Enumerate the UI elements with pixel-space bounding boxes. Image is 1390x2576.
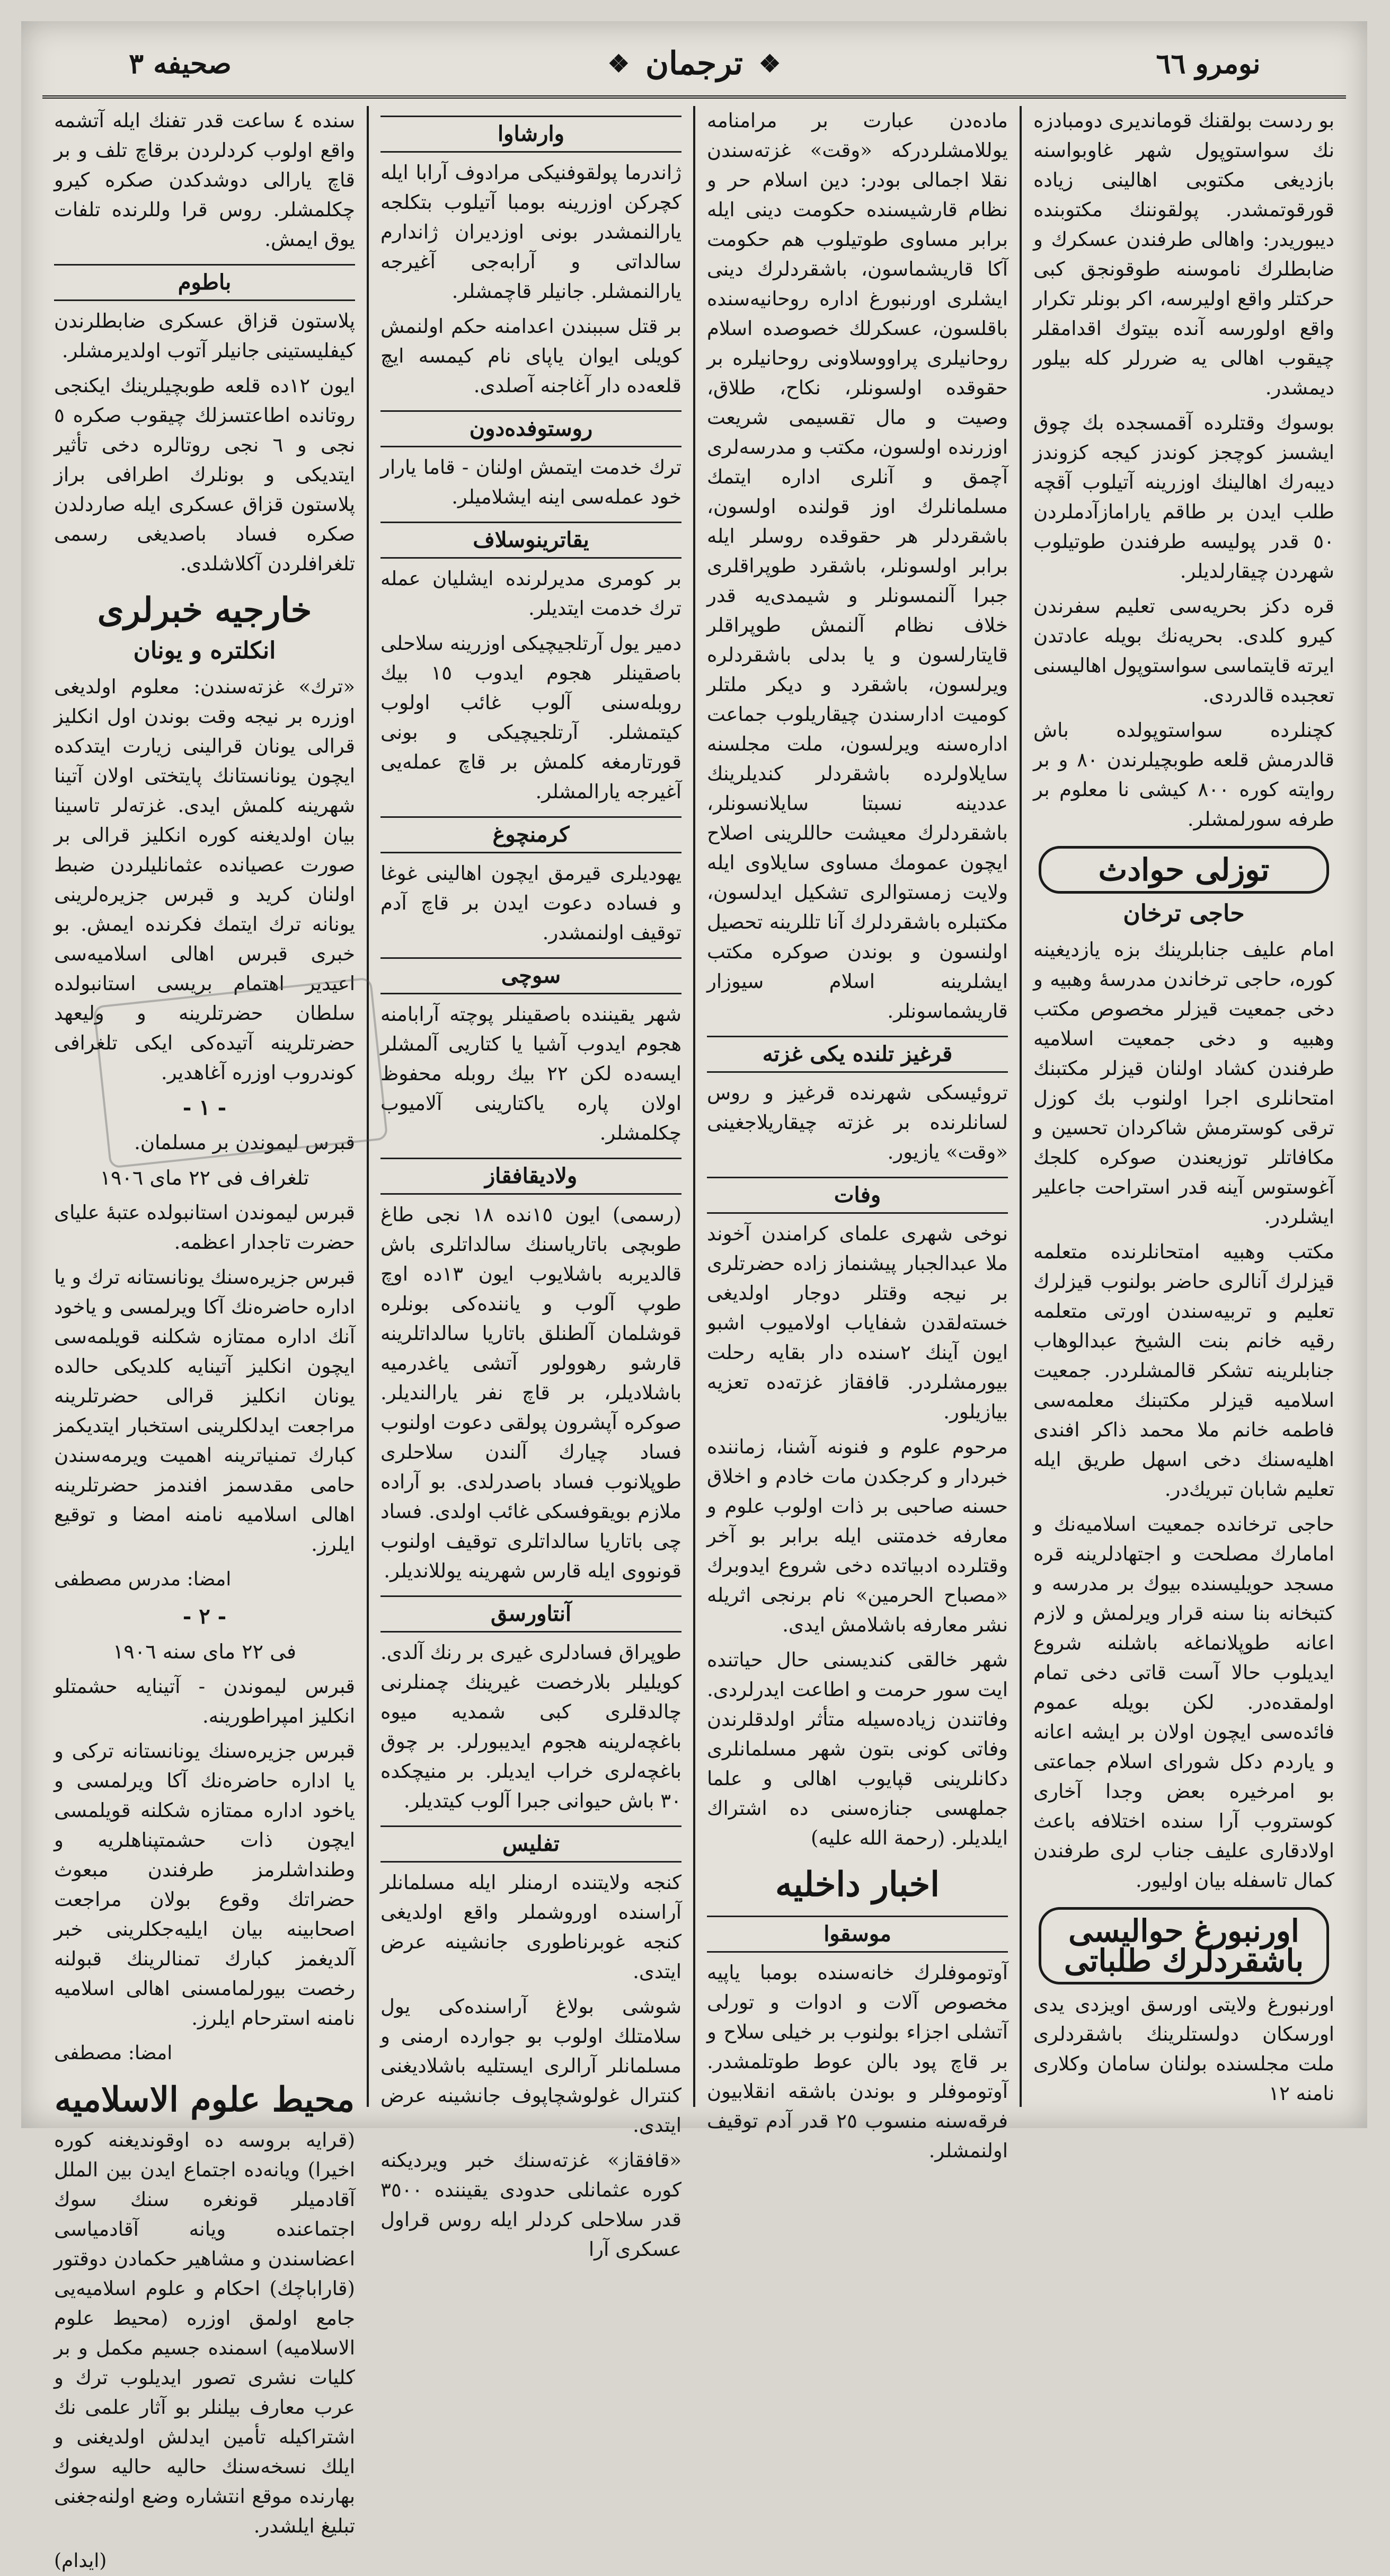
- article-paragraph: بر قتل سببندن اعدامنه حكم اولنمش كویلی ایوان یاپای نام كیمسه ایچ قلعه‌ده دار آغاجنه آصلدی.: [380, 315, 681, 397]
- section-heading: كرمنچوغ: [380, 816, 681, 853]
- section-heading: باطوم: [54, 264, 355, 301]
- newspaper-title: ترجمان: [645, 45, 743, 82]
- section-heading: تفلیس: [380, 1825, 681, 1863]
- article-paragraph: شهر خالقی كندیسنی حال حیاتنده ایت سور حرمت و اطاعت ایدرلردی. وفاتندن زیاده‌سیله متأثر اولدقلرندن وفاتی كونی بتون شهر مسلمانلری دكانلرینی قپایوب اهالی و علما جملهسی جنازه‌سنی ده اشتراك ایلدیلر. (رحمة الله علیه): [707, 1648, 1008, 1849]
- article-paragraph: قبرس لیموندن استانبولده عتبهٔ علیای حضرت تاجدار اعظمه.: [54, 1201, 355, 1254]
- boxed-heading: اورنبورغ حوالیسی باشقردلرك طلباتی: [1039, 1907, 1329, 1984]
- column-1: [1020, 106, 1346, 2107]
- column-3: [367, 106, 693, 2261]
- article-paragraph: بوسوك وقتلرده آقمسجده بك چوق ایشسز كوچجز كوندز كیجه كزوندز دیبه‌رك اهالینك اوزرینه آتیلوب آقچه طلب ایدن بر طاقم یارامازآدملردن ٥٠ قدر پولیسه طرفندن طوتیلوب شهردن چیقارلدیلر.: [1033, 411, 1334, 583]
- article-paragraph: پلاستون قزاق عسكری ضابطلرندن كیفلیستینی جانیلر آتوب اولدیرمشلر.: [54, 310, 355, 362]
- article-paragraph: كنجه ولایتنده ارمنلر ایله مسلمانلر آراسنده اوروشملر واقع اولدیغی كنجه غوبرناطوری جانشینه عرض ایتدی.: [380, 1871, 681, 1983]
- article-paragraph: كچنلرده سواستوپولده باش قالدرمش قلعه طوبچیلرندن ٨٠ و بر روایته كوره ٨٠٠ كیشی نا معلوم بر طرفه سورلمشلر.: [1033, 719, 1334, 831]
- sub-heading: انكلتره و یونان: [133, 637, 276, 664]
- article-paragraph: قبرس لیموندن بر مسلمان.: [134, 1131, 355, 1154]
- article-paragraph: طوپراق فسادلری غیری بر رنك آلدی. كویلیلر بلارخصت غیرینك چمنلرنی چالدقلری كبی شمدیه میوه باغچه‌لرینه هجوم ایدیبورلر. بر چوق باغچه‌لری خراب ایدیلر. بر منیچكده ٣٠ باش حیوانی جبرا آلوب كیتدیلر.: [380, 1641, 681, 1812]
- article-paragraph: «قافقاز» غزته‌سنك خبر ویردیكنه كوره عثمانلی حدودی یقیننده ٣٥٠٠ قدر سلاحلی كردلر ایله روس قراول عسكری آرا: [380, 2149, 681, 2261]
- article-paragraph: بو ردست بولقنك قوماندیری دومبادزه نك سواستوپول شهر غاوبواسنه بازدیغی مکتوبی اهالینی زیاده قورقوتمشدر. پولقوننك مكتوبنده دیبوریدر: واهالی طرفندن عسكرك و ضابطلرك ناموسنه طوقونجق كبی حركتلر واقع اولیرسه، اكر بونلر تكرار واقع اولورسه آنده بیتوك اقدامقلر چیقوب اهالی یه ضررلر كله بیلور دیمشدر.: [1033, 109, 1334, 399]
- article-paragraph: ماده‌دن عبارت بر مرامنامه یوللامشلردركه «وقت» غزته‌سندن نقلا اجمالی بودر: دین اسلام حر و نظام قارشیسنده حكومت دینی ایله برابر مساوی طوتیلوب هم حكومت آكا قاریشماسون، باشقردلرك دینی ایشلری اورنبورغ اداره روحانیه‌سنده باقلسون، عسكرلك خصوصده اسلام روحانیلری پراووسلاونی روحانیلره بر حقوقده اولسونلر، نكاح، طلاق، وصیت و مال تقسیمی شریعت اوزرنده اولسون، مكتب و مدرسه‌لری آچمق و آنلری اداره ایتمك مسلمانلرك اوز قولنده اولسون، باشقردلر هر حقوقده روسلر ایله برابر اولسونلر، باشقرد طوپراقلری جبرا آلنمسونلر و شیمدی‌یه قدر خلاف نظام آلنمش طوپراقلر قایتارلسون و یا بدلی باشقردلره ویرلسون، باشقرد و دیكر ملتلر كومیت ادارسندن چیقاریلوب جماعت اداره‌سنه ویرلسون، ملت مجلسنه سایلاولرده باشقردلر كندیلرینك عددینه نسبتا سایلانسونلر، باشقردلرك معیشت حاللرینی اصلاح ایچون عمومك مساوی سایلاوی ایله ولایت زمستوالری تشكیل ایدلسون، مكتبلره باشقردلرك آنا تللرینه تحصیل اولنسون و بوندن صوكره مكتب ایشلرینه اسلام سیوزار قاریشماسونلر.: [707, 109, 1008, 1022]
- article-paragraph: بر كومری مدیرلرنده ایشلیان عمله ترك خدمت ایتدیلر.: [380, 567, 681, 620]
- section-heading: ولادیقافقاز: [380, 1158, 681, 1195]
- masthead: [42, 32, 1346, 99]
- article-paragraph: ترك خدمت ایتمش اولنان - قاما یارار خود عمله‌سی اینه ایشلامیلر.: [380, 456, 681, 508]
- section-heading: روستوفده‌دون: [380, 410, 681, 447]
- section-heading: سوچی: [380, 957, 681, 994]
- dateline: فی ٢٢ مای سنه ١٩٠٦: [113, 1640, 296, 1663]
- numbered-marker: - ٢ -: [182, 1604, 227, 1629]
- article-paragraph: تروئیسكی شهرنده قرغیز و روس لسانلرنده بر غزته چیقاریلاجغینی «وقت» یازیور.: [707, 1081, 1008, 1163]
- masthead-title-group: [608, 45, 781, 82]
- article-paragraph: شوشی بولاغ آراسنده‌كی یول سلامتلك اولوب بو جوارده ارمنی و مسلمانلر آرالری ایستلیه باشلادیغنی كنترال غولوشچاپوف جانشینه عرض ایتدی.: [380, 1995, 681, 2137]
- sub-heading: حاجی ترخان: [1123, 900, 1245, 927]
- section-heading: قرغیز تلنده یكی غزته: [707, 1036, 1008, 1073]
- column-2: [693, 106, 1020, 2162]
- article-paragraph: آوتوموفلرك خانه‌سنده بومبا یاپیه مخصوص آلات و ادوات و تورلی آتشلی اجزاء بولنوب بر خیلی سلاح و بر قاچ پود بالن عوط طوتلمشدر. آوتوموفلر و بوندن باشقه انقلابیون فرقه‌سنه منسوب ٢٥ قدر آدم توقیف اولنمشلر.: [707, 1961, 1008, 2162]
- section-heading: وفات: [707, 1177, 1008, 1214]
- article-paragraph: حاجی ترخانده جمعیت اسلامیه‌نك و امامارك مصلحت و اجتهادلرینه قره مسجد حویلیسنده بیوك بر مدرسه و كتبخانه بنا سنه قرار ویرلمش و لازم اعانه طوپلانماغه باشلنه شروع ایدیلوب حالا آست قاتی دخی تمام اولمقده‌در. لكن بویله عموم فائده‌سی ایچون اولان بر ایشه اعانه و یاردم دكل شورای اسلام جماعتی بو امرخیره بعض وجدا آخاری كوستروب آرا سنده اختلافه باعث اولادقاری علیف جناب لری طرفندن كمال تاسفله بیان اولیور.: [1033, 1513, 1334, 1892]
- article-paragraph: قبرس جزیره‌سنك یونانستانه ترك و یا اداره حاضره‌نك آكا ویرلمسی و یاخود آنك اداره ممتازه شكلنه قویلمه‌سی ایچون انكلیز آتینایه كلدیكی حالده یونان انكلیز قرالی حضرتلرینه مراجعت ایدلكلرینی استخبار ایتدیكمز كبارك تمنیاترینه اهمیت ویرمه‌سندن حامی مقدسمز افندمز حضرتلرینه اهالی اسلامیه نامنه امضا و توقیع ایلرز.: [54, 1266, 355, 1556]
- section-heading: موسقوا: [707, 1916, 1008, 1953]
- article-paragraph: ایون ١٢ده قلعه طوبچیلرینك ایكنجی روتانده اطاعتسزلك چیقوب صكره ٥ نجی و ٦ نجی روتالره دخی تأثیر ایتدیكی و بونلرك اطرافی براز پلاستون قزاق عسكری ایله صاردلدن صكره فساد باصدیغی رسمی تلغرافلردن آكلاشلدی.: [54, 374, 355, 575]
- main-heading: خارجیه خبرلری: [97, 590, 312, 630]
- article-paragraph: (رسمی) ایون ١٥نده ١٨ نجی طاغ طوبچی باتاریاسنك سالداتلری باش قالدیربه باشلایوب ایون ١٣ده اوچ طوپ آلوب و یاننده‌كی بونلره قوشلمان آلطنلق باتاریا سالداتلرینه قارشو رهوولور آتشی یاغدرمیه باشلادیلر، بر قاچ نفر یارالندیلر. صوكره آپشرون پولقی دعوت اولنوب فساد چیارك آلندن سلاحلری طوپلانوب فساد باصدرلدی. بو آراده ملازم بویقوفسكی غائب اولدی. فساد چی باتاریا سالداتلری توقیف اولنوب قونووی ایله قارس شهرینه یوللاندیلر.: [380, 1203, 682, 1582]
- article-paragraph: یهودیلری قیرمق ایچون اهالینی غوغا و فساده دعوت ایدن بر قاچ آدم توقیف اولنمشدر.: [380, 862, 681, 944]
- dateline: تلغراف فی ٢٢ مای ١٩٠٦: [100, 1166, 309, 1189]
- ornament-icon: ❖: [758, 49, 781, 78]
- article-paragraph: نوخی شهری علمای كرامندن آخوند ملا عبدالجبار پیشنماز زاده حضرتلری بر نیجه وقتلر دوجار اولدیغی خسته‌لقدن شفایاب اولامیوب اشبو ایون آینك ٢سنده دار بقایه رحلت بیورمشلردر. قافقاز غزته‌ده تعزیه بیازیلور.: [707, 1222, 1008, 1423]
- signature-line: (ایدام): [54, 2550, 107, 2572]
- article-paragraph: دمیر یول آرتلجیچیكی اوزرینه سلاحلی باصقینلر هجوم ایدوب ١٥ بیك روبله‌سنی آلوب غائب اولوب كیتمشلر. آرتلجیچیكی و بونی قورتارمغه كلمش بر قاچ عمله‌یی آغیرجه یارالمشلر.: [380, 632, 681, 803]
- newspaper-page: [21, 21, 1367, 2572]
- ornament-icon: ❖: [607, 49, 630, 78]
- article-paragraph: اورنبورغ ولایتی اورسق اویزدی یدی اورسكان دولستلرینك باشقردلری ملت مجلسنده بولنان سامان وكلاری نامنه ١٢: [1033, 1993, 1334, 2105]
- article-paragraph: (قرایه بروسه ده اوقوندیغنه كوره اخیرا) ویانه‌ده اجتماع ایدن بین الملل آقادمیلر قونغره سنك سوك اجتماعنده ویانه آقادمیاسی اعضاسندن و مشاهیر حكمادن دوقتور (قاراباچك) احكام و علوم اسلامیه‌یی جامع اولمق اوزره (محیط علوم الاسلامیه) اسمنده جسیم مكمل و بر كلیات نشری تصور ایدیلوب ترك و عرب معارف بیلنلر بو آثار علمی نك اشتراكیله تأمین ایدلش اولدیغنی و ایلك نسخه‌سنك حالیه حالیه سوك بهارنده موقع انتشاره وضع اولنه‌جغنی تبلیغ ایلشدر.: [54, 2129, 355, 2537]
- issue-number: نومرو ٦٦: [1156, 47, 1261, 80]
- article-paragraph: مرحوم علوم و فنونه آشنا، زماننده خبردار و كرجكدن مات خادم و اخلاق حسنه صاحبی بر ذات اولوب علوم و معارفه خدمتنی ایله برابر بو آخر وقتلرده ادبیاتده دخی شروع ایدوبرك «مصباح الحرمین» نام برنجی اثریله نشر معارفه باشلامش ایدی.: [707, 1435, 1008, 1636]
- article-paragraph: قبرس جزیره‌سنك یونانستانه تركی و یا اداره حاضره‌نك آكا ویرلمسی و یاخود اداره ممتازه شكلنه قویلمسی ایچون ذات حشمتپناهلریه و وطنداشلرمز طرفندن مبعوث حضراتك وقوع بولان مراجعت اصحابینه بیان ایلیه‌جكلرینی خبر آلدیغمز كبارك تمنالرینك قبولنه رخصت بیورلمامسنی اهالی اسلامیه نامنه استرحام ایلرز.: [54, 1740, 355, 2030]
- article-paragraph: سنده ٤ ساعت قدر تفنك ایله آتشمه واقع اولوب كردلردن برقاچ تلف و بر قاچ یارالی دوشدكدن صكره كیرو چكلمشلر. روس قرا وللرنده تلفات یوق ایمش.: [54, 109, 355, 251]
- main-heading: محیط علوم الاسلامیه: [54, 2080, 355, 2120]
- article-paragraph: شهر یقیننده باصقینلر پوچته آرابامنه هجوم ایدوب آشیا یا كتاریی آلمشلر ایسه‌ده لكن ٢٢ بیك روبله محفوظ اولان پاره یاكتارینی آلامیوب چكلمشلر.: [380, 1003, 681, 1144]
- article-paragraph: قره دكز بحریه‌سی تعلیم سفرندن كیرو كلدی. بحریه‌نك بویله عادتدن ایرته قایتماسی سواستوپول اهالیسنی تعجبده قالدردی.: [1033, 595, 1334, 707]
- main-heading: اخبار داخلیه: [775, 1865, 940, 1904]
- section-heading: وارشاوا: [380, 116, 681, 153]
- article-paragraph: قبرس لیموندن - آتینایه حشمتلو انكلیز امپراطورینه.: [54, 1675, 355, 1727]
- article-paragraph: ژاندرما پولقوفنیكی مرادوف آرابا ایله كچركن اوزرینه بومبا آتیلوب بتكلجه یارالنمشدر بونی اوزدیران ژاندارم سالداتی و آرابه‌جی آغیرجه یارالنمشلر. جانیلر قاچمشلر.: [380, 161, 681, 303]
- page-number: صحيفه ٣: [129, 47, 232, 80]
- section-heading: یقاترینوسلاف: [380, 522, 681, 559]
- article-paragraph: امام علیف جنابلرینك بزه یازدیغینه كوره، حاجی ترخاندن مدرسهٔ وهبیه و دخی جمعیت قیزلر مخصوص مكتب وهبیه و دخی جمعیت اسلامیه طرفندن كشاد اولنان قیزلر مكتبنك امتحانلری اجرا اولنوب بك كوزل ترقی كوسترمش شاكردان تحسین و مكافاتلر توزیعندن صوكره كلجك آغوستوس آینه قدر استراحت جاعلیر ایشلردر.: [1033, 938, 1334, 1228]
- article-paragraph: «ترك» غزته‌سندن: معلوم اولدیغی اوزره بر نیجه وقت بوندن اول انكلیز قرالی یونان قرالینی زیارت ایتدكده ایچون یونانستانك پایتختی اولان آتینا شهرینه كلمش ایدی. غزته‌لر تاسینا بیان اولدیغنه كوره انكلیز قرالی بر صورت عصیانده عثمانلیلردن ضبط اولنان كرید و قبرس جزیره‌لرینی یونانه ترك ایتمك فكرنده ایمش. بو خبری قبرس اهالی اسلامیه‌سی اعیدیر اهتمام بریسی استانبولده سلطان حضرتلرینه و ولیعهد حضرتلرینه آتیده‌كی ایكی تلغرافی كوندروب اوزره آغاهدیر.: [54, 675, 355, 1084]
- faded-stamp: [93, 977, 388, 1169]
- article-paragraph: مكتب وهبیه امتحانلرنده متعلمه قیزلرك آنالری حاضر بولنوب قیزلرك تعلیم و تربیه‌سندن اورتی متعلمه رقیه خانم بنت الشیخ عبدالوهاب جنابلرینه تشكر قالمشلردر. جمعیت اسلامیه قیزلر مكتبنك معلمه‌سی فاطمه خانم ملا محمد ذاكر افندی اهلیه‌سنك دخی اسهل طریق ایله تعلیم شابان تبریك‌در.: [1033, 1240, 1334, 1501]
- signature-line: امضا: مدرس مصطفی: [54, 1568, 232, 1590]
- numbered-marker: - ١ -: [182, 1095, 227, 1120]
- signature-line: امضا: مصطفی: [54, 2042, 173, 2064]
- boxed-heading: توزلی حوادث: [1039, 846, 1329, 894]
- section-heading: آنتاورسق: [380, 1595, 681, 1633]
